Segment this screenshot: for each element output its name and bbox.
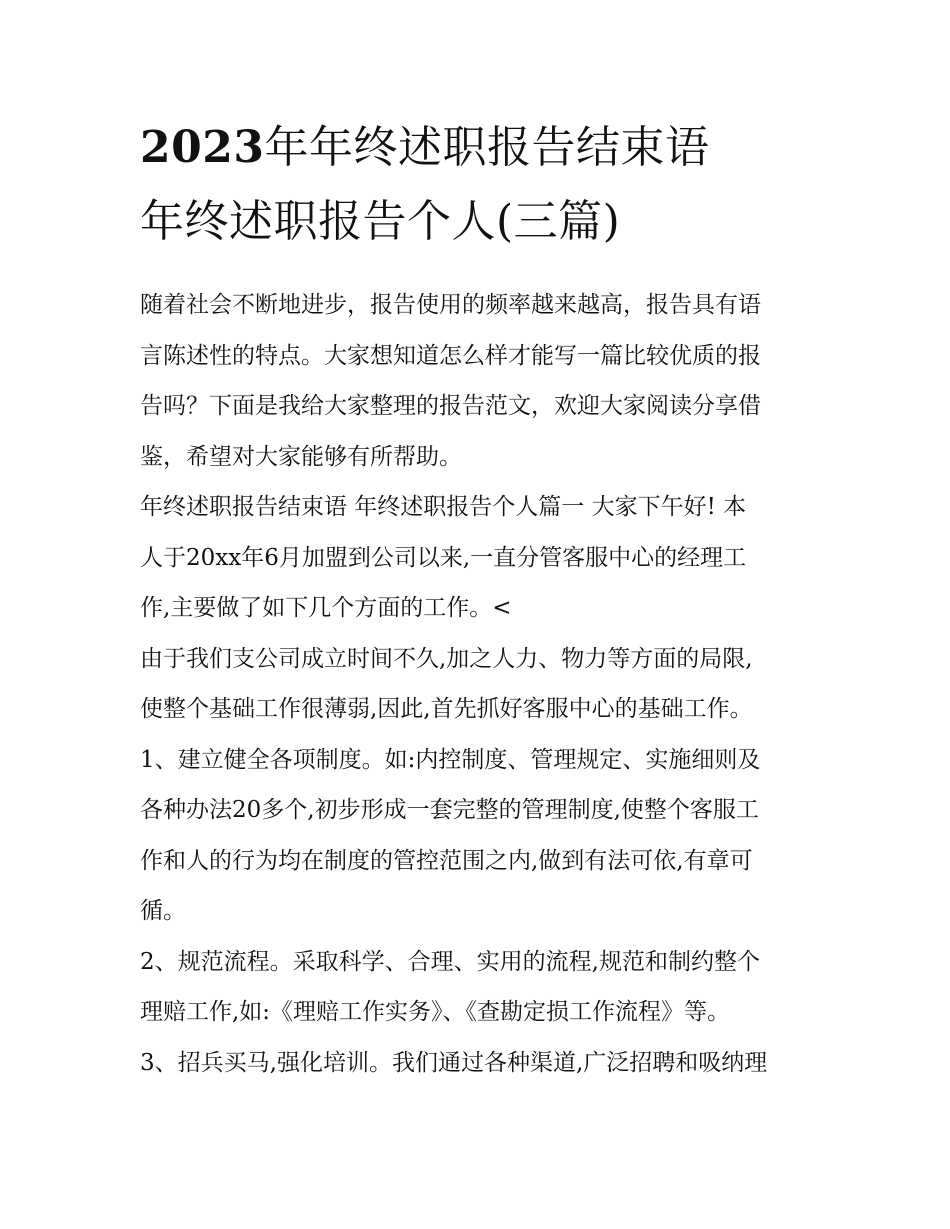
title-line-1-text: 年年终述职报告结束语 <box>264 122 710 173</box>
document-body <box>140 280 820 1088</box>
text-line: 作和人的行为均在制度的管控范围之内,做到有法可依,有章可 <box>140 847 753 874</box>
text-line: 理赔工作,如:《理赔工作实务》、《查勘定损工作流程》等。 <box>140 999 731 1025</box>
text-line: 各种办法20多个,初步形成一套完整的管理制度,使整个客服工 <box>140 797 759 823</box>
text-line: 言陈述性的特点。大家想知道怎么样才能写一篇比较优质的报 <box>140 342 761 369</box>
text-line: 由于我们支公司成立时间不久,加之人力、物力等方面的局限, <box>140 645 753 672</box>
text-line: 告吗？下面是我给大家整理的报告范文，欢迎大家阅读分享借 <box>140 393 761 419</box>
paragraph-background <box>140 634 820 735</box>
text-line: 1、建立健全各项制度。如:内控制度、管理规定、实施细则及 <box>140 746 761 773</box>
text-line: 人于20xx年6月加盟到公司以来,一直分管客服中心的经理工 <box>140 544 747 571</box>
paragraph-item-2 <box>140 937 820 1038</box>
paragraph-opening <box>140 482 820 634</box>
text-line: 随着社会不断地进步，报告使用的频率越来越高，报告具有语 <box>140 292 761 318</box>
text-line: 3、招兵买马,强化培训。我们通过各种渠道,广泛招聘和吸纳理 <box>140 1049 768 1076</box>
text-line: 2、规范流程。采取科学、合理、实用的流程,规范和制约整个 <box>140 948 760 975</box>
paragraph-item-3 <box>140 1038 820 1089</box>
paragraph-item-1 <box>140 735 820 937</box>
text-line: 年终述职报告结束语 年终述职报告个人篇一 大家下午好! 本 <box>140 494 747 520</box>
text-line: 循。 <box>140 898 186 924</box>
text-line: 作,主要做了如下几个方面的工作。< <box>140 595 512 621</box>
paragraph-intro <box>140 280 820 482</box>
title-year: 2023 <box>140 122 265 173</box>
document-title-line-1 <box>140 120 820 176</box>
text-line: 使整个基础工作很薄弱,因此,首先抓好客服中心的基础工作。 <box>140 696 753 722</box>
document-title-line-2: 年终述职报告个人(三篇) <box>140 196 621 247</box>
text-line: 鉴，希望对大家能够有所帮助。 <box>140 443 462 470</box>
